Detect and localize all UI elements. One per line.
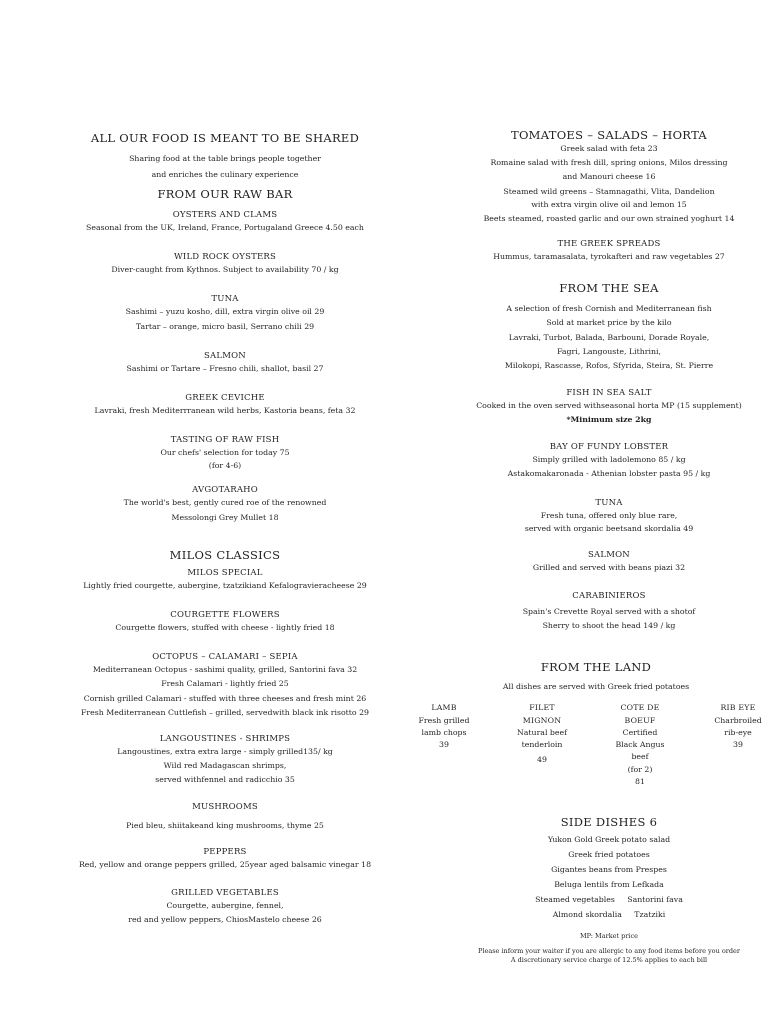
item-name: AVGOTARAHO [192,485,258,496]
menu-item [60,351,390,376]
menu-item [60,802,390,833]
sides-title: SIDE DISHES 6 [560,815,658,829]
item-name: OYSTERS AND CLAMS [172,210,278,220]
item-name: SALMON [204,350,246,361]
item-name: MILOS SPECIAL [187,567,263,578]
item-name: MIGNON [522,715,562,725]
land-item-lamb [412,702,476,788]
item-name: LAMB [431,703,457,713]
salads-line: with extra virgin olive oil and lemon 15 [531,199,687,209]
item-line: Courgette, aubergine, fennel, [166,901,284,911]
spreads-section [470,239,748,264]
menu-item [470,550,748,575]
item-line: lamb chops [421,727,467,737]
menu-item [60,435,390,471]
item-line: rib-eye [724,727,752,737]
spreads-name: THE GREEK SPREADS [557,239,661,250]
salads-line: Romaine salad with fresh dill, spring onions, Milos dressing [490,158,728,168]
shared-line: and enriches the culinary experience [151,170,299,179]
item-name: WILD ROCK OYSTERS [173,252,277,263]
item-name: COURGETTE FLOWERS [170,610,280,621]
salads-line: Beets steamed, roasted garlic and our own strained yoghurt 14 [483,213,735,223]
salads-title: TOMATOES – SALADS – HORTA [510,128,708,142]
item-line: Cooked in the oven served withseasonal horta MP (15 supplement) [476,401,742,411]
sides-line: Yukon Gold Greek potato salad [547,835,671,844]
item-note: *Minimum size 2kg [566,415,652,425]
item-name: TUNA [211,294,239,305]
menu-item [470,388,748,427]
menu-item [470,591,748,630]
land-item-ribeye [706,702,768,788]
menu-item [470,442,748,481]
item-name: PEPPERS [203,846,247,857]
item-line: Diver-caught from Kythnos. Subject to availability 70 / kg [111,265,339,275]
sides-line: Steamed vegetables Santorini fava [535,895,683,904]
menu-item [60,485,390,524]
item-name: FISH IN SEA SALT [566,388,652,399]
item-line: Astakomakaronada - Athenian lobster pasta 95 / kg [507,468,711,478]
item-name: LANGOUSTINES - SHRIMPS [159,734,291,745]
sides-line: Greek fried potatoes [568,850,650,859]
item-name: GREEK CEVICHE [185,393,265,404]
item-name: CARABINIEROS [572,591,646,602]
item-line: The world's best, gently cured roe of the renowned [123,498,327,508]
item-line: red and yellow peppers, ChiosMastelo cheese 26 [128,915,322,925]
item-line: beef [631,752,649,762]
item-price: 49 [537,755,547,765]
item-name: MUSHROOMS [192,801,258,812]
item-line: Natural beef [516,727,568,737]
item-line: Seasonal from the UK, Ireland, France, Portugaland Greece 4.50 each [86,223,364,232]
item-line: Mediterranean Octopus - sashimi quality, grilled, Santorini fava 32 [92,665,358,675]
sea-title: FROM THE SEA [559,281,659,296]
footer-mp: MP: Market price [580,932,638,940]
sides-section [470,815,748,965]
menu-item [470,498,748,534]
item-line: Our chefs' selection for today 75 [160,448,290,458]
item-name: BOEUF [624,715,656,725]
item-line: Courgette flowers, stuffed with cheese - lightly fried 18 [115,623,335,633]
land-grid [412,702,768,788]
sea-intro-line: Milokopi, Rascasse, Rofos, Sfyrida, Steira, St. Pierre [504,361,714,371]
sea-intro-line: A selection of fresh Cornish and Mediterranean fish [506,304,712,314]
item-line: served with organic beetsand skordalia 49 [524,524,694,534]
item-line: Red, yellow and orange peppers grilled, 25year aged balsamic vinegar 18 [78,859,372,869]
item-line: Grilled and served with beans piazi 32 [532,563,686,573]
item-line: Charbroiled [714,715,762,725]
item-line: Sherry to shoot the head 149 / kg [542,620,676,630]
classics-title: MILOS CLASSICS [169,547,281,562]
sides-line: Beluga lentils from Lefkada [554,880,664,889]
menu-item [60,847,390,872]
item-line: Lightly fried courgette, aubergine, tzatzikiand Kefalogravieracheese 29 [83,580,367,590]
item-line: (for 2) [627,764,653,774]
item-line: Simply grilled with ladolemono 85 / kg [532,454,686,464]
item-line: Black Angus [615,740,665,750]
item-name: RIB EYE [720,703,756,713]
shared-section [60,131,390,183]
menu-item [60,568,390,593]
raw-bar-title: FROM OUR RAW BAR [157,187,293,201]
sea-intro-line: Fagri, Langouste, Lithrini, [557,346,661,356]
item-line: Pied bleu, shiitakeand king mushrooms, thyme 25 [126,820,324,830]
sea-section [470,281,748,630]
item-line: Sashimi or Tartare – Fresno chili, shallot, basil 27 [126,363,324,373]
item-line: served withfennel and radicchio 35 [155,775,295,785]
item-line: Lavraki, fresh Mediterrranean wild herbs, Kastoria beans, feta 32 [94,406,356,416]
land-item-cote [608,702,672,788]
item-name: SALMON [588,550,630,561]
spreads-line: Hummus, taramasalata, tyrokafteri and raw vegetables 27 [493,252,725,262]
item-name: BAY OF FUNDY LOBSTER [549,441,669,452]
item-line: Fresh grilled [418,715,470,725]
item-line: Certified [622,727,658,737]
shared-title: ALL OUR FOOD IS MEANT TO BE SHARED [90,131,360,145]
land-title: FROM THE LAND [540,660,652,674]
footer-allergy: Please inform your waiter if you are allergic to any food items before you order [478,947,740,955]
raw-bar-section [60,187,390,525]
item-line: Messolongi Grey Mullet 18 [171,512,279,522]
menu-item [60,252,390,277]
item-line: Cornish grilled Calamari - stuffed with three cheeses and fresh mint 26 [83,693,367,703]
item-line: Fresh tuna, offered only blue rare, [540,511,678,521]
item-line: Fresh Calamari - lightly fried 25 [161,679,289,689]
footer-service: A discretionary service charge of 12.5% applies to each bill [510,956,708,964]
land-item-filet [510,702,574,788]
shared-line: Sharing food at the table brings people together [129,154,321,163]
menu-item [60,888,390,927]
item-price: 39 [733,740,743,750]
item-name: COTE DE [620,703,660,713]
sides-line: Gigantes beans from Prespes [551,865,667,874]
menu-item [60,294,390,333]
sides-line: Almond skordalia Tzatziki [552,910,666,919]
menu-item [60,610,390,635]
item-name: TASTING OF RAW FISH [170,435,280,446]
menu-item [60,393,390,418]
menu-item [60,210,390,235]
item-line: Spain's Crevette Royal served with a shotof [522,607,696,617]
item-name: TUNA [595,498,623,509]
item-line: Langoustines, extra extra large - simply grilled135/ kg [117,747,333,757]
right-column [470,128,748,631]
item-line: (for 4-6) [208,461,242,471]
item-name: FILET [529,703,555,713]
menu-item [60,652,390,720]
classics-section [60,548,390,928]
land-section [412,660,768,788]
item-line: Fresh Mediterranean Cuttlefish – grilled, servedwith black ink risotto 29 [80,707,370,717]
item-line: Wild red Madagascan shrimps, [163,761,287,771]
item-line: tenderloin [521,740,563,750]
sea-intro-line: Sold at market price by the kilo [546,318,672,328]
salads-line: Steamed wild greens – Stamnagathi, Vlita, Dandelion [503,186,715,196]
item-name: OCTOPUS – CALAMARI – SEPIA [152,652,298,663]
sea-intro-line: Lavraki, Turbot, Balada, Barbouni, Dorade Royale, [508,332,710,342]
item-price: 81 [635,776,645,786]
salads-section [470,128,748,226]
item-line: Tartar – orange, micro basil, Serrano chili 29 [135,321,315,331]
salads-line: and Manouri cheese 16 [562,172,656,182]
item-name: GRILLED VEGETABLES [171,888,279,899]
menu-item [60,734,390,788]
item-line: Sashimi – yuzu kosho, dill, extra virgin olive oil 29 [125,307,325,317]
land-note: All dishes are served with Greek fried potatoes [502,682,690,691]
item-price: 39 [439,740,449,750]
left-column [60,128,390,927]
salads-line: Greek salad with feta 23 [560,144,658,153]
